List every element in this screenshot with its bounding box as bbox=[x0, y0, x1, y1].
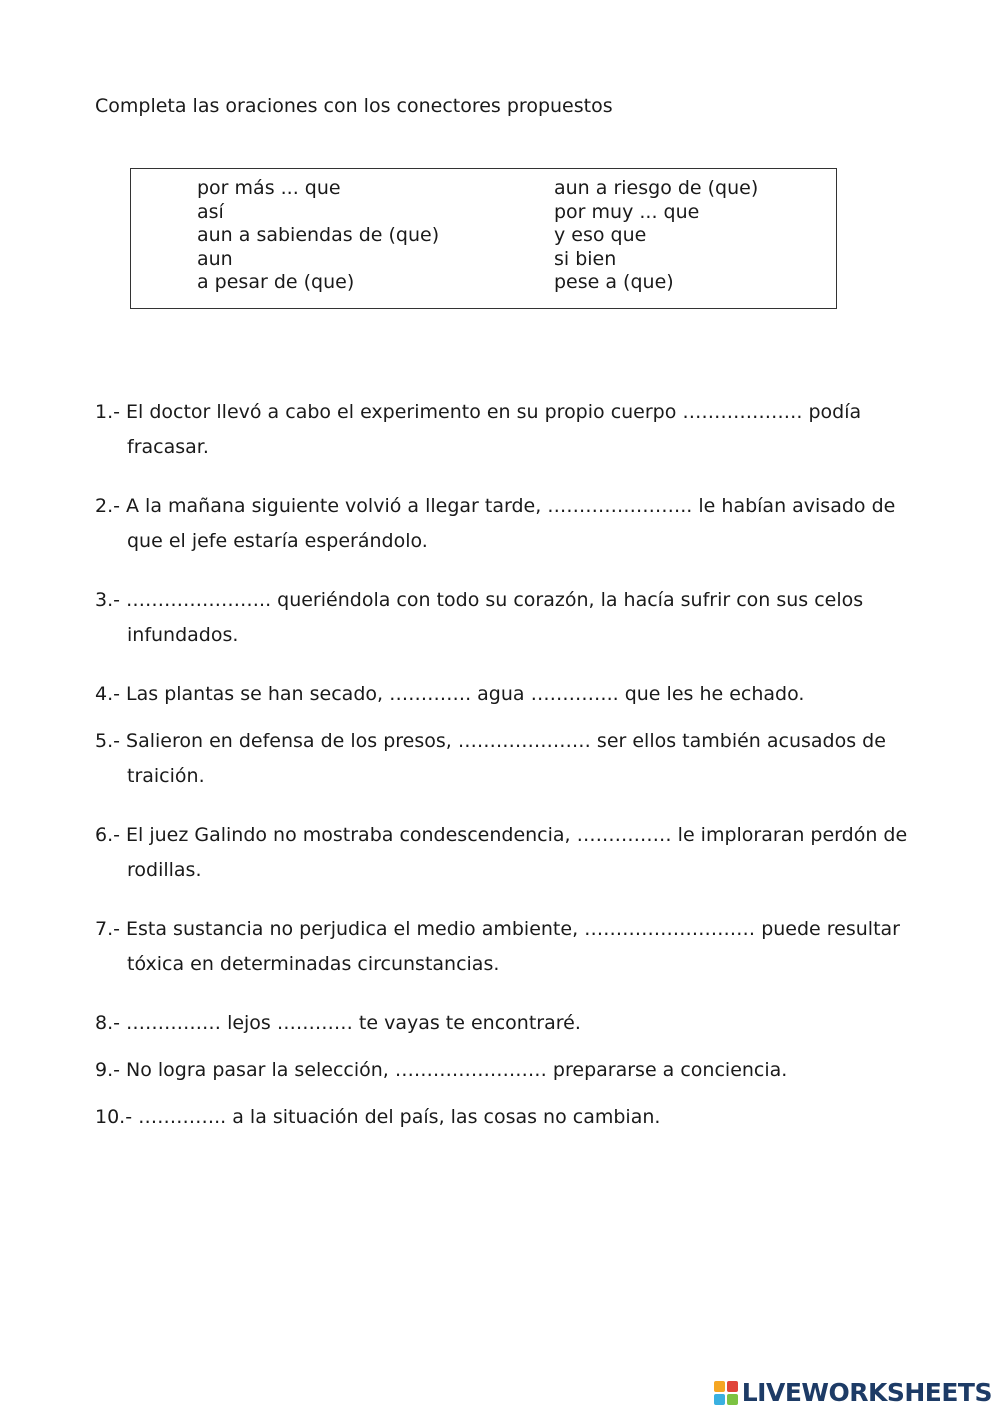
logo-tile bbox=[727, 1381, 738, 1392]
logo-tile bbox=[727, 1394, 738, 1405]
connector-list-left bbox=[197, 177, 439, 295]
instructions-heading: Completa las oraciones con los conectores propuestos bbox=[95, 95, 613, 117]
liveworksheets-logo bbox=[714, 1378, 992, 1407]
exercise-item-7: 7.- Esta sustancia no perjudica el medio ambiente, ……………………… puede resultar tóxica en determinadas circunstancias. bbox=[95, 918, 900, 975]
connector-item: si bien bbox=[554, 247, 617, 270]
logo-text: LIVEWORKSHEETS bbox=[741, 1378, 992, 1407]
exercise-item-4: 4.- Las plantas se han secado, …………. agua ………….. que les he echado. bbox=[95, 683, 805, 705]
logo-tile bbox=[714, 1394, 725, 1405]
connector-item: pese a (que) bbox=[554, 271, 674, 293]
connector-list-right bbox=[554, 177, 758, 295]
connector-item: por muy ... que bbox=[554, 200, 700, 223]
connector-item: a pesar de (que) bbox=[197, 271, 355, 293]
exercise-list bbox=[95, 395, 925, 1135]
exercise-item-8: 8.- …………… lejos ………… te vayas te encontraré. bbox=[95, 1012, 581, 1034]
exercise-item-1: 1.- El doctor llevó a cabo el experimento en su propio cuerpo ………………. podía fracasar. bbox=[95, 401, 862, 458]
exercise-item-2: 2.- A la mañana siguiente volvió a llegar tarde, ………………….. le habían avisado de que el jefe estaría esperándolo. bbox=[95, 495, 896, 552]
connector-word-box bbox=[130, 168, 837, 309]
logo-mark-icon bbox=[714, 1381, 738, 1405]
connector-item: aun a riesgo de (que) bbox=[554, 177, 759, 199]
connector-item: así bbox=[197, 200, 224, 223]
connector-item: aun a sabiendas de (que) bbox=[197, 224, 440, 246]
connector-item: por más ... que bbox=[197, 177, 341, 199]
logo-tile bbox=[714, 1381, 725, 1392]
exercise-item-6: 6.- El juez Galindo no mostraba condescendencia, …………… le imploraran perdón de rodillas. bbox=[95, 824, 908, 881]
exercise-item-5: 5.- Salieron en defensa de los presos, ………………… ser ellos también acusados de traición. bbox=[95, 730, 886, 787]
connector-item: aun bbox=[197, 247, 233, 270]
exercise-item-9: 9.- No logra pasar la selección, …………………… prepararse a conciencia. bbox=[95, 1059, 788, 1081]
connector-item: y eso que bbox=[554, 224, 647, 246]
exercise-item-3: 3.- ………………….. queriéndola con todo su corazón, la hacía sufrir con sus celos infundados. bbox=[95, 589, 864, 646]
exercise-item-10: 10.- ………….. a la situación del país, las cosas no cambian. bbox=[95, 1106, 661, 1128]
